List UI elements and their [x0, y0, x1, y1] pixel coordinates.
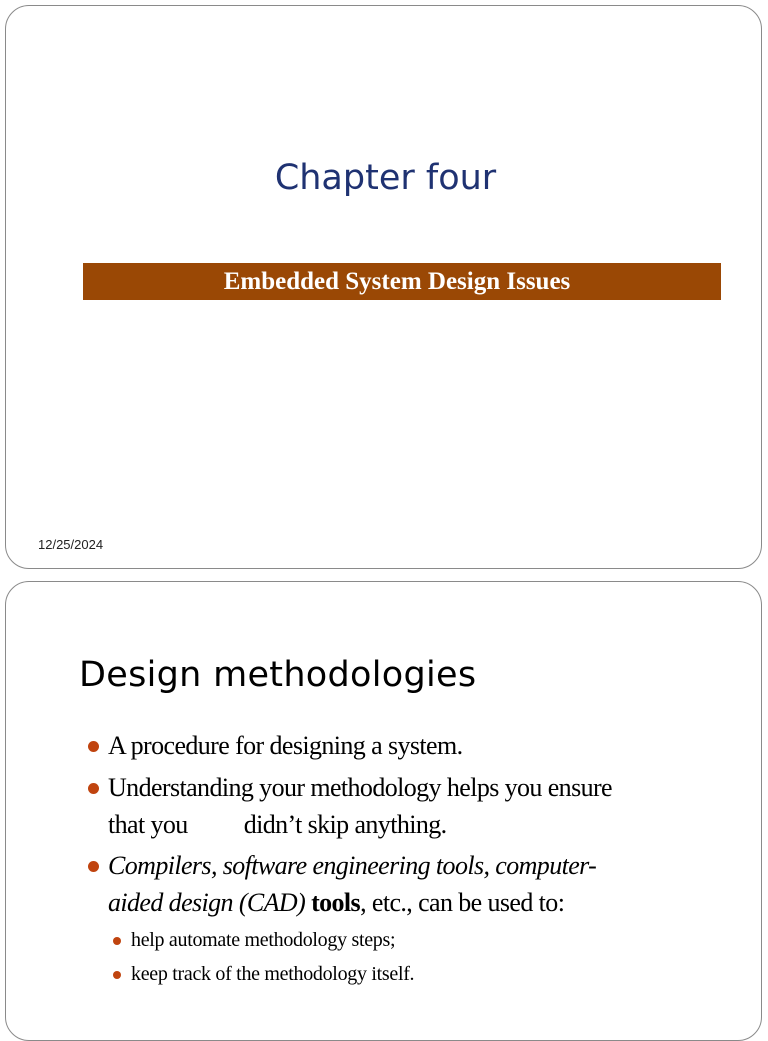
subtitle-banner — [83, 263, 721, 300]
bullet-item — [88, 769, 688, 843]
subtitle-text: Embedded System Design Issues — [223, 268, 571, 295]
sub-bullet-text: help automate methodology steps; — [131, 929, 396, 951]
bullet-item — [88, 847, 688, 921]
content-slide — [5, 581, 762, 1041]
chapter-title: Chapter four — [274, 158, 497, 198]
bullet-text — [88, 847, 688, 921]
sub-bullet-item — [113, 925, 673, 955]
bullet-line: didn’t skip anything. — [243, 810, 447, 839]
bullet-item — [88, 727, 688, 764]
sub-bullet-item — [113, 959, 673, 989]
bullet-text: A procedure for designing a system. — [108, 731, 463, 760]
title-slide — [5, 5, 762, 569]
bullet-line: Understanding your methodology helps you ensure — [108, 773, 612, 802]
slide-heading: Design methodologies — [79, 655, 477, 695]
sub-bullet-dot-icon — [113, 971, 121, 979]
bullet-line: that you — [108, 810, 188, 839]
slide-date: 12/25/2024 — [38, 537, 104, 552]
bullet-italic-text: Compilers, software engineering tools, computer- — [108, 851, 597, 880]
sub-bullet-text: keep track of the methodology itself. — [131, 963, 415, 985]
bullet-dot-icon — [88, 783, 99, 794]
bullet-italic-text: aided design (CAD) — [108, 888, 306, 917]
bullet-dot-icon — [88, 741, 99, 752]
bullet-dot-icon — [88, 861, 99, 872]
bullet-rest-text: , etc., can be used to: — [360, 888, 565, 917]
sub-bullet-dot-icon — [113, 937, 121, 945]
bullet-bold-text: tools — [311, 888, 361, 917]
bullet-text — [88, 769, 688, 843]
